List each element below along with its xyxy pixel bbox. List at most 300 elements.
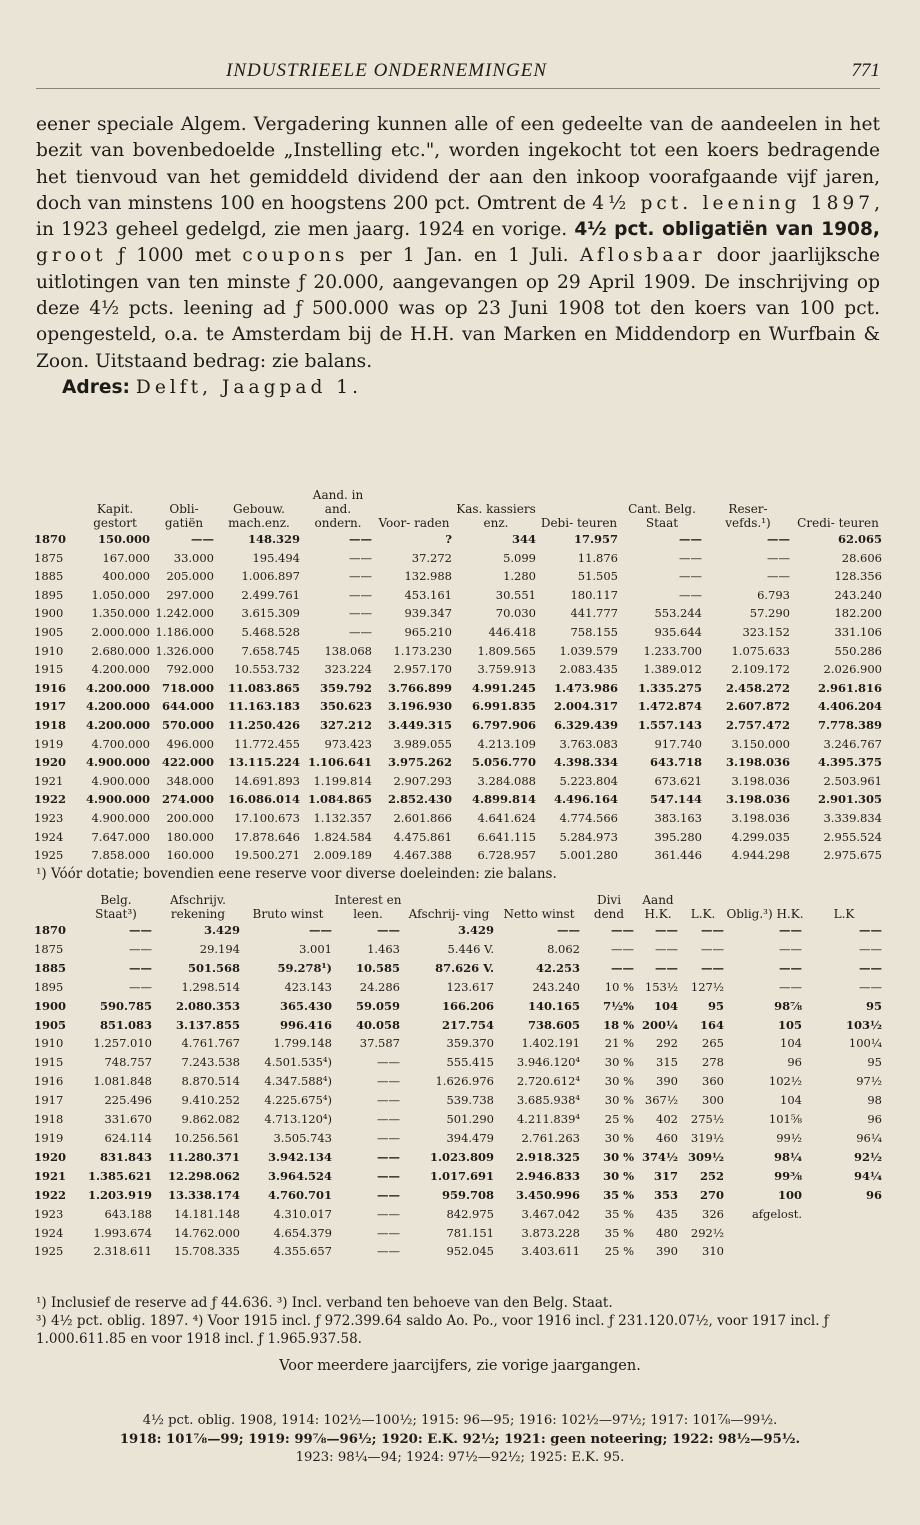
value-cell: —— [377, 1130, 400, 1145]
value-cell: 453.161 [404, 587, 452, 602]
value-cell: 792.000 [166, 662, 214, 677]
body-text: , in 1923 geheel gedelgd, zie men jaarg. 1924 en vorige. [36, 192, 880, 241]
year-cell: 1875 [34, 550, 64, 565]
year-cell: 1915 [34, 1055, 64, 1070]
value-cell: 95 [867, 1055, 882, 1070]
value-cell: 2.957.170 [393, 662, 452, 677]
value-cell: 33.000 [173, 550, 214, 565]
value-cell: 965.210 [404, 624, 452, 639]
value-cell: 2.009.189 [313, 848, 372, 863]
value-cell [804, 1242, 884, 1261]
value-cell: 96¼ [856, 1130, 882, 1145]
value-cell: 10 % [604, 979, 634, 994]
value-cell: 35 % [603, 1187, 634, 1202]
value-cell: 1.186.000 [155, 624, 214, 639]
table-row [32, 604, 884, 623]
results-table [32, 893, 884, 1261]
value-cell: 4.900.000 [85, 792, 150, 807]
value-cell: 1.389.012 [643, 662, 702, 677]
body-text: ƒ 1000 met [106, 245, 243, 267]
value-cell: 1.257.010 [93, 1036, 152, 1051]
value-cell: 160.000 [166, 848, 214, 863]
value-cell: 57.290 [749, 606, 790, 621]
value-cell: 3.198.036 [725, 755, 790, 770]
value-cell: 4.899.814 [471, 792, 536, 807]
value-cell: 17.957 [573, 532, 618, 546]
value-cell: 1.050.000 [91, 587, 150, 602]
value-cell: 446.418 [488, 624, 536, 639]
value-cell: 422.000 [161, 755, 214, 770]
value-cell [726, 1242, 804, 1261]
table-row [32, 586, 884, 605]
value-cell: 6.991.835 [471, 699, 536, 714]
column-header: Credi- teuren [797, 516, 879, 530]
value-cell: 4.900.000 [91, 773, 150, 788]
value-cell: 8.870.514 [181, 1074, 240, 1089]
table-row [32, 959, 884, 978]
value-cell: 100¼ [848, 1036, 882, 1051]
year-cell: 1915 [34, 662, 64, 677]
value-cell: 570.000 [161, 717, 214, 732]
value-cell: 7.647.000 [91, 829, 150, 844]
value-cell: 59.059 [355, 998, 400, 1013]
quote-line: 1918: 101⅞—99; 1919: 99⅞—96½; 1920: E.K. 92½; 1921: geen noteering; 1922: 98½—95½. [119, 1431, 801, 1447]
value-cell: —— [191, 532, 214, 546]
value-cell: 5.284.973 [559, 829, 618, 844]
value-cell: 781.151 [446, 1225, 494, 1240]
value-cell: 205.000 [166, 569, 214, 584]
value-cell: 344 [511, 532, 536, 546]
column-header: Aand H.K. [642, 893, 674, 921]
value-cell: 99½ [776, 1130, 802, 1145]
value-cell: 4.310.017 [273, 1206, 332, 1221]
value-cell: 11.772.455 [234, 736, 300, 751]
value-cell: 643.188 [104, 1206, 152, 1221]
value-cell: 95 [865, 998, 882, 1013]
value-cell: 18 % [603, 1017, 634, 1032]
value-cell: 24.286 [359, 979, 400, 994]
value-cell: 360 [702, 1074, 724, 1089]
value-cell: 3.975.262 [387, 755, 452, 770]
value-cell [804, 1205, 884, 1224]
column-header: Aand. in and. ondern. [312, 488, 364, 530]
value-cell: —— [779, 979, 802, 994]
groot-text: groot [36, 245, 107, 267]
value-cell: —— [349, 624, 372, 639]
table-row [32, 809, 884, 828]
value-cell: 17.878.646 [234, 829, 300, 844]
value-cell: 2.109.172 [731, 662, 790, 677]
value-cell: 96 [867, 1112, 882, 1127]
value-cell: 4.774.566 [559, 810, 618, 825]
table-row [32, 735, 884, 754]
value-cell: 842.975 [446, 1206, 494, 1221]
table-row [32, 790, 884, 809]
value-cell: 402 [656, 1112, 678, 1127]
value-cell: 3.429 [203, 923, 240, 937]
value-cell: 1.402.191 [521, 1036, 580, 1051]
value-cell: 98 [867, 1093, 882, 1108]
value-cell: —— [349, 587, 372, 602]
value-cell: 959.708 [441, 1187, 494, 1202]
year-cell: 1917 [34, 699, 67, 714]
year-cell: 1895 [34, 587, 64, 602]
column-header: Obli- gatiën [164, 502, 204, 530]
value-cell: 4.299.035 [731, 829, 790, 844]
value-cell: 1.075.633 [731, 643, 790, 658]
value-cell: 326 [702, 1206, 724, 1221]
value-cell: 6.329.439 [553, 717, 618, 732]
value-cell: 200.000 [166, 810, 214, 825]
value-cell: 104 [780, 1093, 802, 1108]
year-cell: 1925 [34, 1244, 64, 1259]
value-cell: 5.056.770 [471, 755, 536, 770]
value-cell: —— [377, 1187, 400, 1202]
footnotes-table2 [36, 1294, 884, 1348]
value-cell: 441.777 [570, 606, 618, 621]
column-header: Bruto winst [252, 907, 324, 921]
value-cell: 1.472.874 [637, 699, 702, 714]
year-cell: 1921 [34, 773, 64, 788]
table-row [32, 1186, 884, 1205]
value-cell: 30 % [604, 1130, 634, 1145]
value-cell: 3.766.899 [387, 680, 452, 695]
value-cell: 11.876 [577, 550, 618, 565]
value-cell: 3.284.088 [477, 773, 536, 788]
value-cell: 2.458.272 [725, 680, 790, 695]
value-cell: 292½ [690, 1225, 724, 1240]
value-cell: 104 [780, 1036, 802, 1051]
value-cell: 383.163 [654, 810, 702, 825]
value-cell: 4.475.861 [393, 829, 452, 844]
value-cell: 327.212 [319, 717, 372, 732]
address-label: Adres: [62, 376, 130, 398]
value-cell: 225.496 [104, 1093, 152, 1108]
value-cell: —— [377, 1244, 400, 1259]
value-cell: 935.644 [654, 624, 702, 639]
value-cell: —— [377, 1168, 400, 1183]
value-cell: 1.203.919 [87, 1187, 152, 1202]
column-header: Afschrijv. rekening [170, 893, 226, 921]
value-cell: 6.641.115 [477, 829, 536, 844]
value-cell: 166.206 [441, 998, 494, 1013]
value-cell: 3.467.042 [521, 1206, 580, 1221]
value-cell [726, 1224, 804, 1243]
value-cell: 952.045 [446, 1244, 494, 1259]
value-cell: 30 % [604, 1074, 634, 1089]
value-cell: 851.083 [99, 1017, 152, 1032]
value-cell: 323.152 [742, 624, 790, 639]
value-cell: 140.165 [527, 998, 580, 1013]
value-cell: 35 % [604, 1206, 634, 1221]
value-cell: —— [377, 1093, 400, 1108]
value-cell: 40.058 [355, 1017, 400, 1032]
value-cell: 4.761.767 [181, 1036, 240, 1051]
value-cell: —— [611, 941, 634, 956]
value-cell: 460 [656, 1130, 678, 1145]
value-cell: —— [701, 960, 724, 975]
column-header: Afschrij- ving [408, 907, 490, 921]
value-cell: 2.907.293 [393, 773, 452, 788]
value-cell: 278 [702, 1055, 724, 1070]
value-cell: 367½ [644, 1093, 678, 1108]
value-cell: 292 [656, 1036, 678, 1051]
table-row [32, 697, 884, 716]
value-cell: 11.163.183 [227, 699, 300, 714]
year-cell: 1922 [34, 792, 67, 807]
value-cell: 37.587 [359, 1036, 400, 1051]
value-cell: 2.004.317 [553, 699, 618, 714]
value-cell: 3.946.120⁴ [516, 1055, 580, 1070]
value-cell: 62.065 [837, 532, 882, 546]
value-cell: 103½ [846, 1017, 882, 1032]
value-cell: 15.708.335 [174, 1244, 240, 1259]
year-cell: 1918 [34, 1112, 64, 1127]
table-row [32, 1110, 884, 1129]
value-cell: —— [349, 606, 372, 621]
value-cell: 1.473.986 [553, 680, 618, 695]
value-cell: 2.720.612⁴ [516, 1074, 580, 1089]
value-cell: —— [349, 532, 372, 546]
value-cell: 150.000 [97, 532, 150, 546]
value-cell: 2.607.872 [725, 699, 790, 714]
value-cell: 200¼ [642, 1017, 678, 1032]
value-cell: 9.410.252 [181, 1093, 240, 1108]
value-cell: 13.115.224 [227, 755, 300, 770]
value-cell: 939.347 [404, 606, 452, 621]
value-cell: 4.200.000 [85, 680, 150, 695]
page-header [36, 58, 880, 89]
table-row [32, 1129, 884, 1148]
coupons-text: coupons [242, 245, 349, 267]
value-cell: 96 [787, 1055, 802, 1070]
year-cell: 1920 [34, 1149, 67, 1164]
year-cell: 1916 [34, 1074, 64, 1089]
year-cell: 1905 [34, 1017, 67, 1032]
value-cell: 317 [653, 1168, 678, 1183]
value-cell: 30 % [603, 1168, 634, 1183]
value-cell: 29.194 [199, 941, 240, 956]
value-cell: 2.961.816 [817, 680, 882, 695]
value-cell: 12.298.062 [167, 1168, 240, 1183]
value-cell: 2.975.675 [823, 848, 882, 863]
value-cell: 297.000 [166, 587, 214, 602]
value-cell: 180.000 [166, 829, 214, 844]
value-cell: —— [679, 550, 702, 565]
year-cell: 1918 [34, 717, 67, 732]
value-cell: 4.406.204 [817, 699, 882, 714]
value-cell: —— [655, 960, 678, 975]
value-cell: 4.654.379 [273, 1225, 332, 1240]
value-cell: 104 [653, 998, 678, 1013]
value-cell: 3.505.743 [273, 1130, 332, 1145]
value-cell: 359.792 [319, 680, 372, 695]
value-cell: 164 [699, 1017, 724, 1032]
value-cell: —— [767, 532, 790, 546]
value-cell: 1.809.565 [477, 643, 536, 658]
value-cell: —— [309, 923, 332, 937]
table-row [32, 1072, 884, 1091]
value-cell: 25 % [604, 1112, 634, 1127]
value-cell: 1.335.275 [637, 680, 702, 695]
value-cell: 28.606 [841, 550, 882, 565]
value-cell: 101⅝ [768, 1112, 802, 1127]
value-cell: 270 [699, 1187, 724, 1202]
value-cell: 4.900.000 [91, 810, 150, 825]
value-cell: 10.585 [355, 960, 400, 975]
more-years-note: Voor meerdere jaarcijfers, zie vorige jaargangen. [279, 1358, 641, 1374]
footnote-line: ¹) Inclusief de reserve ad ƒ 44.636. ³) Incl. verband ten behoeve van den Belg. Staat. [36, 1295, 613, 1311]
value-cell: —— [679, 532, 702, 546]
value-cell: 1.626.976 [435, 1074, 494, 1089]
value-cell: 94¼ [854, 1168, 882, 1183]
table-row [32, 1091, 884, 1110]
value-cell: 315 [656, 1055, 678, 1070]
value-cell: 153½ [644, 979, 678, 994]
value-cell: 98⅞ [774, 998, 802, 1013]
value-cell: 644.000 [161, 699, 214, 714]
value-cell: —— [611, 923, 634, 937]
year-cell: 1905 [34, 624, 64, 639]
value-cell: 87.626 V. [435, 960, 494, 975]
value-cell: 395.280 [654, 829, 702, 844]
year-cell: 1916 [34, 680, 67, 695]
value-cell: 7.778.389 [817, 717, 882, 732]
value-cell: 4.355.657 [273, 1244, 332, 1259]
value-cell: 30 % [603, 1149, 634, 1164]
value-cell: —— [129, 979, 152, 994]
value-cell: 21 % [604, 1036, 634, 1051]
value-cell: 2.503.961 [823, 773, 882, 788]
table-row [32, 1167, 884, 1186]
value-cell: 265 [702, 1036, 724, 1051]
value-cell: 3.450.996 [515, 1187, 580, 1202]
value-cell: 4.225.675⁴) [264, 1093, 332, 1108]
table-row [32, 679, 884, 698]
value-cell: 19.500.271 [234, 848, 300, 863]
value-cell: 2.680.000 [91, 643, 150, 658]
table-row [32, 978, 884, 997]
value-cell [804, 1224, 884, 1243]
value-cell: 4.211.839⁴ [516, 1112, 580, 1127]
aflosbaar-text: Aflosbaar [579, 245, 706, 267]
value-cell: 3.942.134 [267, 1149, 332, 1164]
value-cell: —— [859, 923, 882, 937]
year-cell: 1885 [34, 960, 67, 975]
column-header: Oblig.³) H.K. [726, 907, 804, 921]
value-cell: 138.068 [324, 643, 372, 658]
column-header: Interest en leen. [334, 893, 402, 921]
value-cell: 1.993.674 [93, 1225, 152, 1240]
value-cell: 1.233.700 [643, 643, 702, 658]
value-cell: —— [767, 550, 790, 565]
value-cell: 361.446 [654, 848, 702, 863]
value-cell: 95 [707, 998, 724, 1013]
table-row [32, 660, 884, 679]
value-cell: 2.901.305 [817, 792, 882, 807]
value-cell: —— [611, 960, 634, 975]
value-cell: 99⅜ [774, 1168, 802, 1183]
value-cell: 30.551 [495, 587, 536, 602]
value-cell: 394.479 [446, 1130, 494, 1145]
value-cell: 243.240 [834, 587, 882, 602]
value-cell: 92½ [854, 1149, 882, 1164]
value-cell: 11.250.426 [227, 717, 300, 732]
value-cell: 2.761.263 [521, 1130, 580, 1145]
value-cell: 1.824.584 [313, 829, 372, 844]
value-cell: —— [859, 979, 882, 994]
value-cell: 6.793 [757, 587, 790, 602]
value-cell: 3.989.055 [393, 736, 452, 751]
year-cell: 1910 [34, 1036, 64, 1051]
value-cell: 3.339.834 [823, 810, 882, 825]
value-cell: 1.023.809 [429, 1149, 494, 1164]
value-cell: —— [129, 941, 152, 956]
value-cell: 1.385.621 [87, 1168, 152, 1183]
year-cell: 1923 [34, 1206, 64, 1221]
value-cell: 643.718 [649, 755, 702, 770]
column-header: L.K. [690, 907, 716, 921]
table-row [32, 940, 884, 959]
value-cell: 4.200.000 [85, 717, 150, 732]
year-cell: 1885 [34, 569, 64, 584]
value-cell: 374½ [642, 1149, 678, 1164]
value-cell: afgelost. [751, 1206, 802, 1221]
value-cell: —— [377, 1055, 400, 1070]
year-cell: 1895 [34, 979, 64, 994]
value-cell: 3.873.228 [521, 1225, 580, 1240]
value-cell: 4.760.701 [267, 1187, 332, 1202]
value-cell: —— [859, 960, 882, 975]
value-cell: 4.496.164 [553, 792, 618, 807]
table-row [32, 753, 884, 772]
value-cell: 996.416 [279, 1017, 332, 1032]
year-cell: 1919 [34, 736, 64, 751]
value-cell: 4.398.334 [553, 755, 618, 770]
value-cell: 2.955.524 [823, 829, 882, 844]
value-cell: 1.006.897 [241, 569, 300, 584]
value-cell: 501.568 [187, 960, 240, 975]
value-cell: 51.505 [577, 569, 618, 584]
value-cell: 539.738 [446, 1093, 494, 1108]
value-cell: 1.463 [367, 941, 400, 956]
value-cell: 13.338.174 [167, 1187, 240, 1202]
value-cell: 11.083.865 [227, 680, 300, 695]
value-cell: 480 [656, 1225, 678, 1240]
column-header: Kapit. gestort [93, 502, 137, 530]
year-cell: 1923 [34, 810, 64, 825]
table-row [32, 1016, 884, 1035]
value-cell: 917.740 [654, 736, 702, 751]
bond-1908-text: 4½ pct. obligatiën van 1908, [574, 219, 880, 241]
value-cell: —— [779, 923, 802, 937]
value-cell: 167.000 [102, 550, 150, 565]
value-cell: —— [779, 941, 802, 956]
table-row [32, 1148, 884, 1167]
value-cell: 1.326.000 [155, 643, 214, 658]
value-cell: 353 [653, 1187, 678, 1202]
value-cell: 7.858.000 [91, 848, 150, 863]
value-cell: 3.429 [457, 923, 494, 937]
value-cell: 2.080.353 [175, 998, 240, 1013]
value-cell: 3.198.036 [731, 810, 790, 825]
value-cell: 1.242.000 [155, 606, 214, 621]
value-cell: 243.240 [532, 979, 580, 994]
column-header: L.K [833, 907, 855, 921]
value-cell: 3.137.855 [175, 1017, 240, 1032]
table-row [32, 997, 884, 1016]
value-cell: 10.256.561 [174, 1130, 240, 1145]
